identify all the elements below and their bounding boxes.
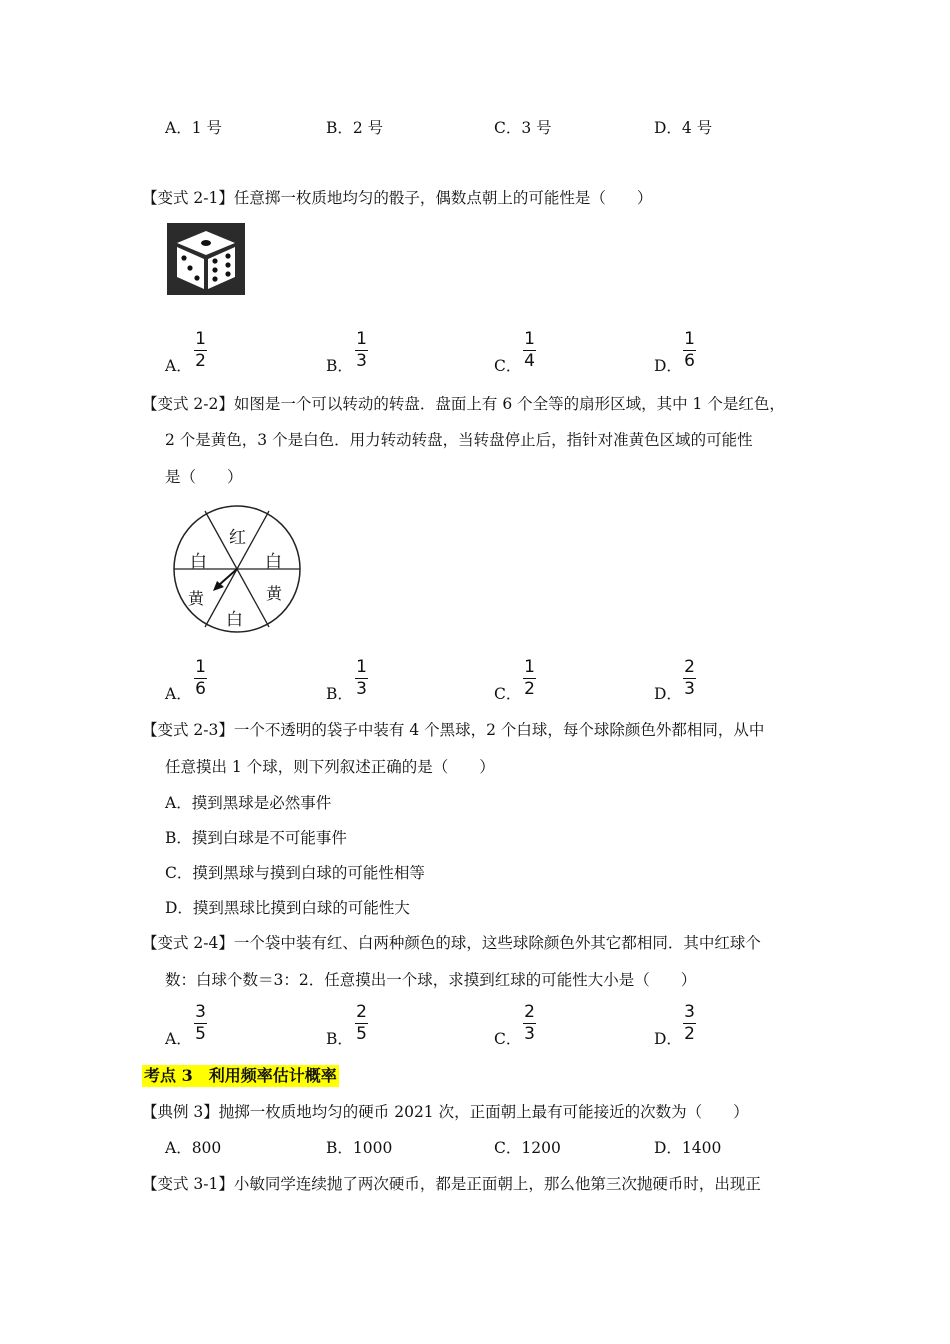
option-d-label: D． [654, 685, 682, 703]
option-b-label: B． [326, 357, 353, 375]
option-d-fraction: 2 3 [684, 657, 695, 700]
wheel-label-white: 白 [226, 610, 243, 630]
option-d: D．摸到黑球比摸到白球的可能性大 [165, 899, 410, 917]
option-c: C．3 号 [494, 119, 552, 137]
option-b: B．1000 [326, 1139, 393, 1157]
option-a-label: A． [165, 1030, 192, 1048]
option-a-fraction: 1 6 [195, 657, 206, 700]
wheel-label-white: 白 [190, 552, 207, 572]
question-stem: 【变式 3-1】小敏同学连续抛了两次硬币，都是正面朝上，那么他第三次抛硬币时，出现正 [142, 1175, 761, 1193]
question-stem-line2: 任意摸出 1 个球，则下列叙述正确的是（ ） [165, 758, 495, 776]
option-c-label: C． [494, 1030, 522, 1048]
option-c: C．摸到黑球与摸到白球的可能性相等 [165, 864, 425, 882]
question-stem: 【变式 2-1】任意掷一枚质地均匀的骰子，偶数点朝上的可能性是（ ） [142, 189, 653, 207]
option-d-fraction: 1 6 [684, 329, 695, 372]
spinner-wheel [170, 505, 304, 633]
option-a-fraction: 3 5 [195, 1002, 206, 1045]
option-b: B．2 号 [326, 119, 384, 137]
option-d-label: D． [654, 1030, 682, 1048]
option-b-fraction: 1 3 [356, 329, 367, 372]
option-d-label: D． [654, 357, 682, 375]
option-a-fraction: 1 2 [195, 329, 206, 372]
option-c-fraction: 1 4 [524, 329, 535, 372]
question-stem-line2: 数：白球个数＝3：2．任意摸出一个球，求摸到红球的可能性大小是（ ） [165, 971, 697, 989]
option-d: D．1400 [654, 1139, 722, 1157]
question-stem-line1: 【变式 2-3】一个不透明的袋子中装有 4 个黑球，2 个白球，每个球除颜色外都相同，从中 [142, 721, 765, 739]
dice-icon [167, 223, 245, 295]
wheel-label-white: 白 [265, 552, 282, 572]
option-a: A．摸到黑球是必然事件 [165, 794, 332, 812]
option-a-label: A． [165, 357, 192, 375]
option-c-fraction: 1 2 [524, 657, 535, 700]
option-d-fraction: 3 2 [684, 1002, 695, 1045]
question-stem-line1: 【变式 2-4】一个袋中装有红、白两种颜色的球，这些球除颜色外其它都相同．其中红球个 [142, 934, 761, 952]
section-heading: 考点 3 利用频率估计概率 [144, 1066, 337, 1085]
option-c-label: C． [494, 357, 522, 375]
option-c-label: C． [494, 685, 522, 703]
option-a: A．1 号 [165, 119, 222, 137]
option-b-fraction: 1 3 [356, 657, 367, 700]
wheel-label-yellow: 黄 [266, 584, 283, 603]
question-stem-line1: 【变式 2-2】如图是一个可以转动的转盘．盘面上有 6 个全等的扇形区域，其中 1 个是红色， [142, 395, 785, 413]
wheel-label-yellow: 黄 [188, 589, 205, 608]
option-a-label: A． [165, 685, 192, 703]
question-stem-line3: 是（ ） [165, 468, 243, 486]
option-a: A．800 [165, 1139, 222, 1157]
question-stem-line2: 2 个是黄色，3 个是白色．用力转动转盘，当转盘停止后，指针对准黄色区域的可能性 [165, 431, 753, 449]
question-stem: 【典例 3】抛掷一枚质地均匀的硬币 2021 次，正面朝上最有可能接近的次数为（ ） [142, 1103, 749, 1121]
option-c-fraction: 2 3 [524, 1002, 535, 1045]
option-b-label: B． [326, 685, 353, 703]
option-b-label: B． [326, 1030, 353, 1048]
option-d: D．4 号 [654, 119, 713, 137]
option-b: B．摸到白球是不可能事件 [165, 829, 347, 847]
wheel-label-red: 红 [229, 528, 246, 548]
option-c: C．1200 [494, 1139, 561, 1157]
option-b-fraction: 2 5 [356, 1002, 367, 1045]
